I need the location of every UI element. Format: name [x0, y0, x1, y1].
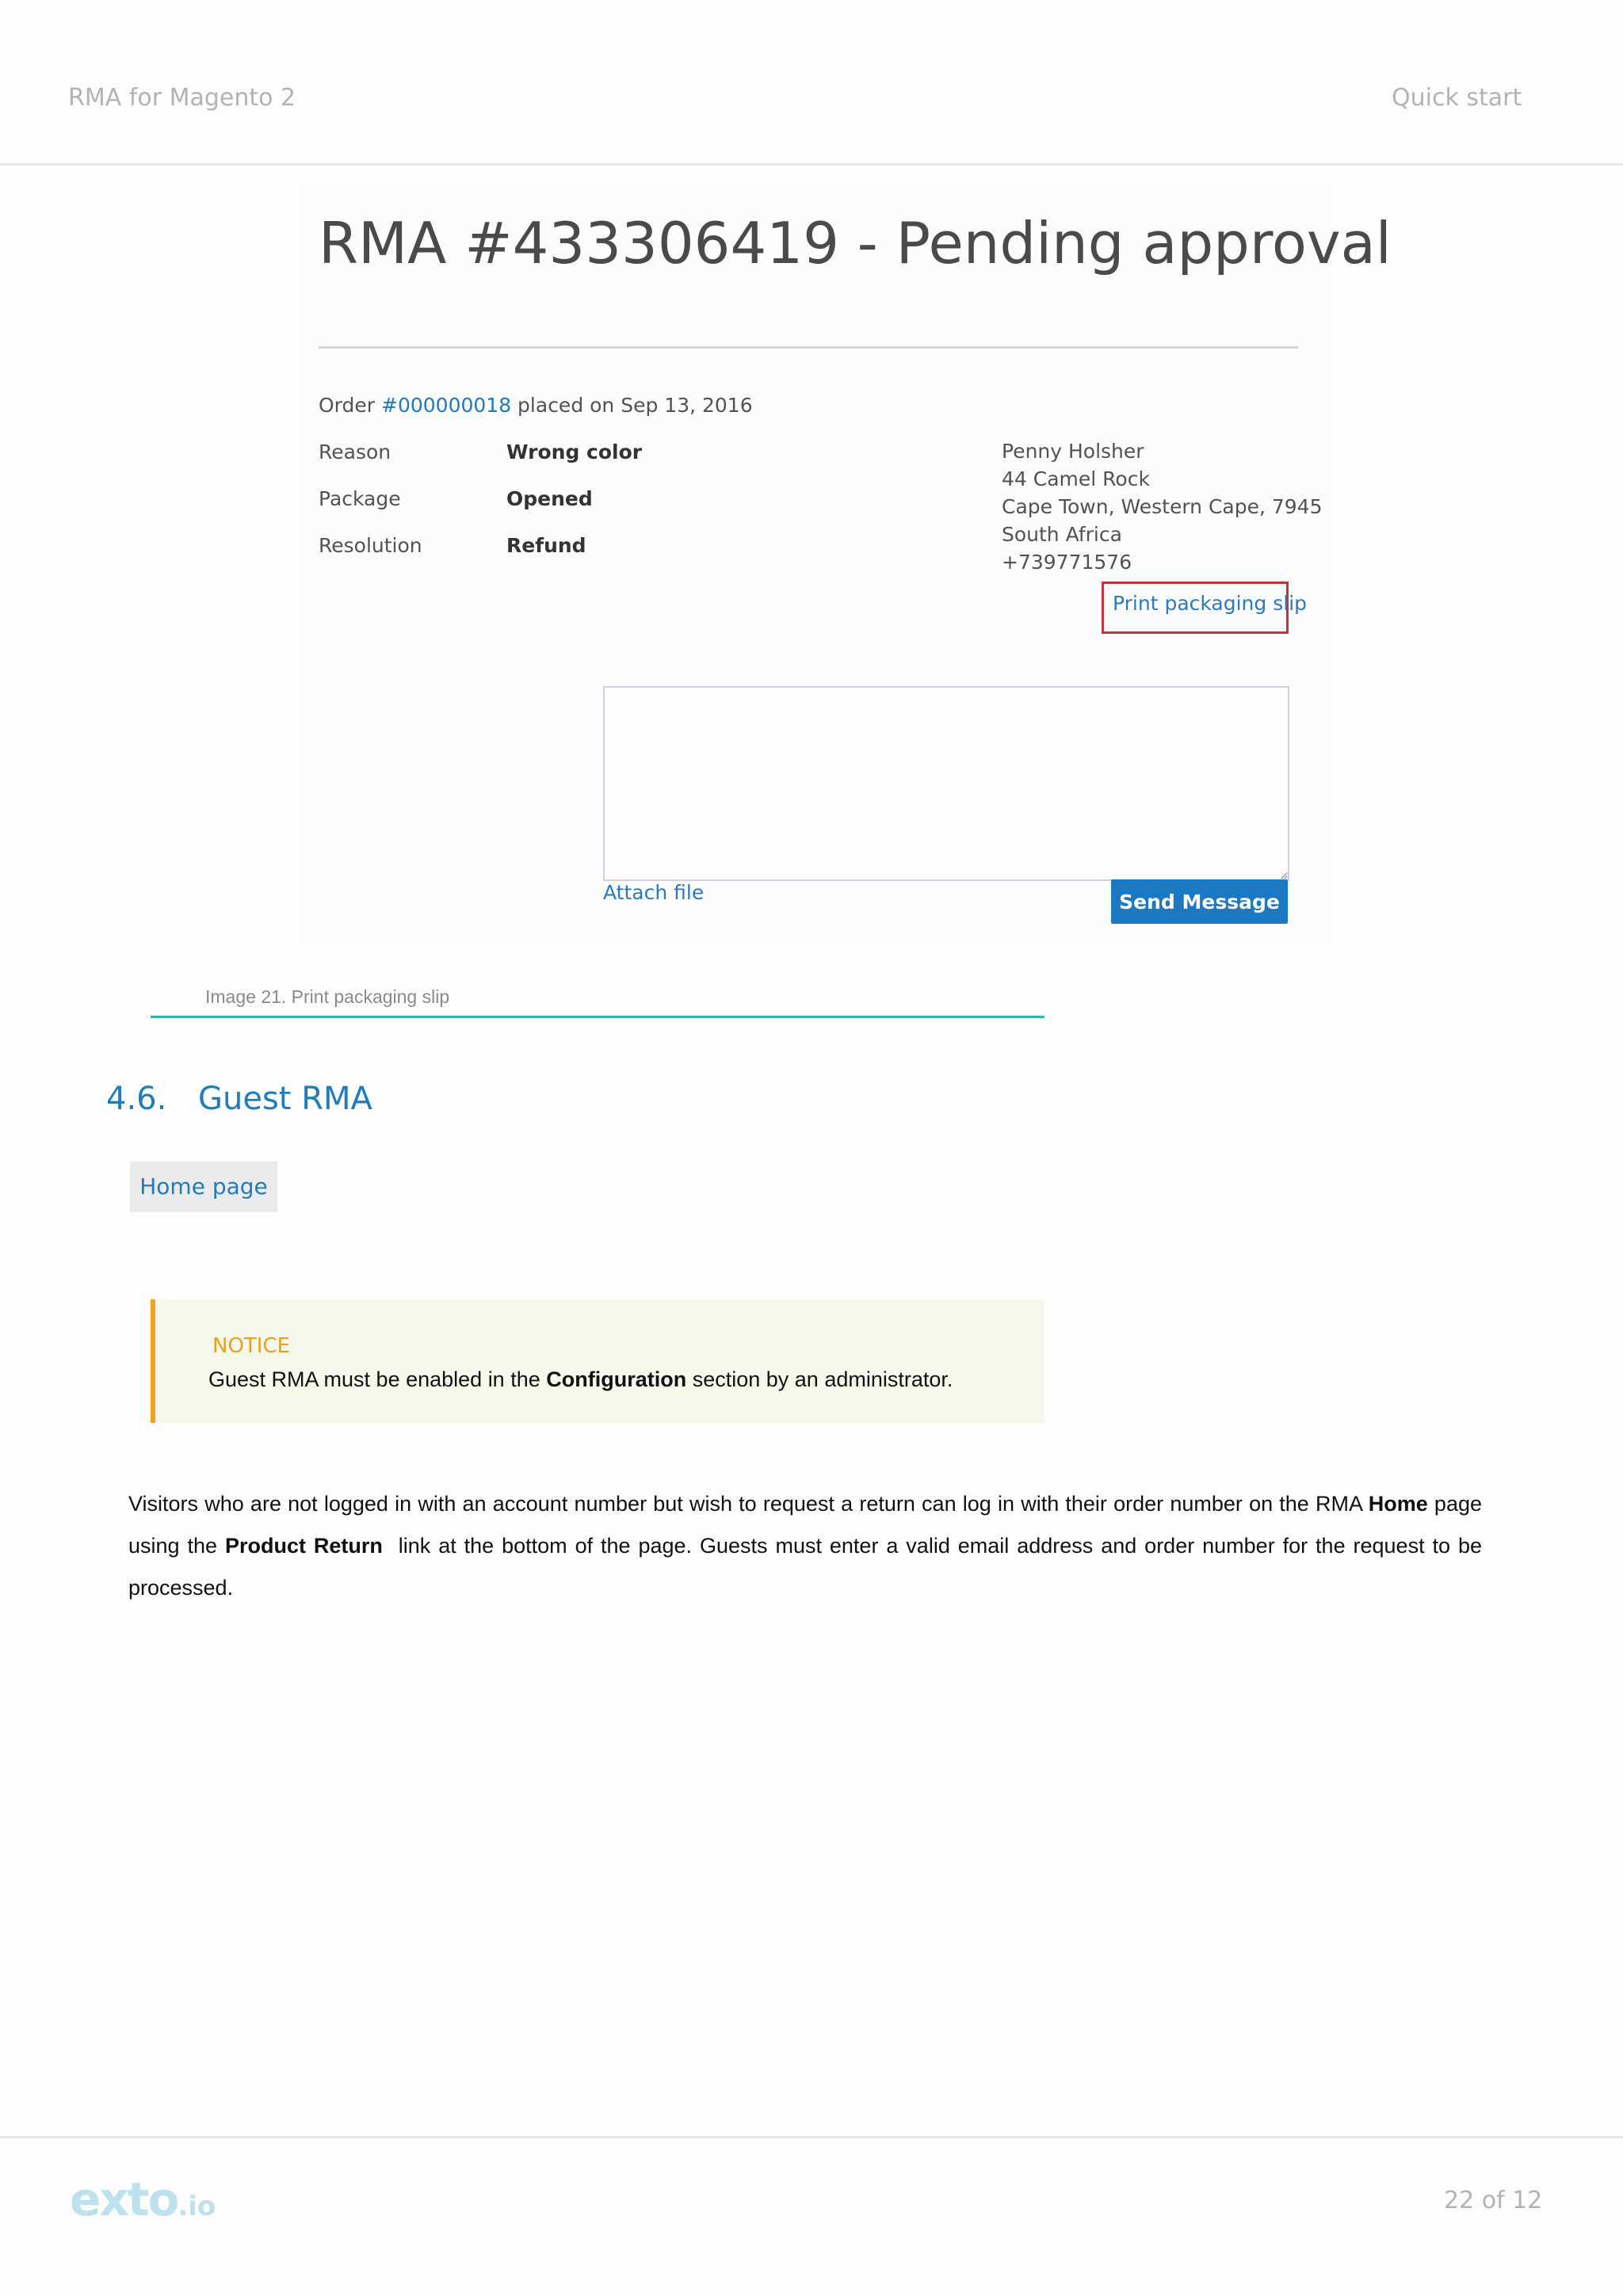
attach-file-link[interactable]: Attach file: [603, 881, 705, 904]
message-textarea[interactable]: [603, 686, 1289, 881]
footer-divider: [0, 2136, 1623, 2138]
reason-label: Reason: [319, 441, 391, 463]
order-number-link[interactable]: #000000018: [381, 394, 512, 417]
doc-header-section: Quick start: [1392, 84, 1522, 112]
send-message-button[interactable]: Send Message: [1111, 879, 1288, 924]
address-country: South Africa: [1002, 523, 1122, 546]
resolution-label: Resolution: [319, 534, 422, 557]
address-street: 44 Camel Rock: [1002, 467, 1150, 490]
resolution-value: Refund: [506, 534, 586, 557]
header-divider: [0, 163, 1623, 166]
notice-text-bold: Configuration: [546, 1367, 687, 1391]
caption-divider: [151, 1016, 1044, 1018]
logo-suffix: .io: [178, 2191, 216, 2222]
order-prefix: Order: [319, 394, 381, 417]
reason-value: Wrong color: [506, 441, 643, 463]
address-name: Penny Holsher: [1002, 440, 1144, 463]
section-title: Guest RMA: [198, 1081, 372, 1117]
notice-label: NOTICE: [212, 1334, 291, 1358]
image-caption: Image 21. Print packaging slip: [205, 986, 450, 1007]
package-value: Opened: [506, 487, 593, 510]
notice-accent-bar: [151, 1299, 155, 1423]
order-suffix: placed on Sep 13, 2016: [511, 394, 753, 417]
tab-home-page[interactable]: Home page: [130, 1161, 277, 1212]
doc-header-title: RMA for Magento 2: [68, 84, 296, 112]
para-bold-product-return: Product Return: [224, 1534, 383, 1558]
para-text-3: link at the bottom of the page. Guests must enter a valid email address and order number for the request to be processed.: [128, 1534, 1488, 1600]
para-text-2: page using the: [128, 1492, 1482, 1558]
rma-title-divider: [319, 346, 1298, 349]
logo-text: exto: [70, 2172, 178, 2226]
address-phone: +739771576: [1002, 551, 1132, 574]
para-bold-home: Home: [1368, 1492, 1428, 1516]
notice-text: [208, 1367, 953, 1392]
print-packaging-slip-link[interactable]: Print packaging slip: [1113, 592, 1308, 615]
rma-title: RMA #433306419 - Pending approval: [319, 210, 1392, 277]
page-number: 22 of 12: [1444, 2187, 1543, 2214]
exto-logo: [70, 2172, 216, 2226]
notice-box: [151, 1299, 1044, 1423]
body-paragraph: [128, 1483, 1488, 1609]
order-line: [319, 394, 753, 417]
address-city: Cape Town, Western Cape, 7945: [1002, 495, 1323, 518]
para-text-1: Visitors who are not logged in with an account number but wish to request a return can log in with their order number on the RMA: [128, 1492, 1369, 1516]
notice-text-before: Guest RMA must be enabled in the: [208, 1367, 547, 1391]
notice-text-after: section by an administrator.: [686, 1367, 953, 1391]
package-label: Package: [319, 487, 401, 510]
section-number: 4.6.: [106, 1081, 167, 1117]
